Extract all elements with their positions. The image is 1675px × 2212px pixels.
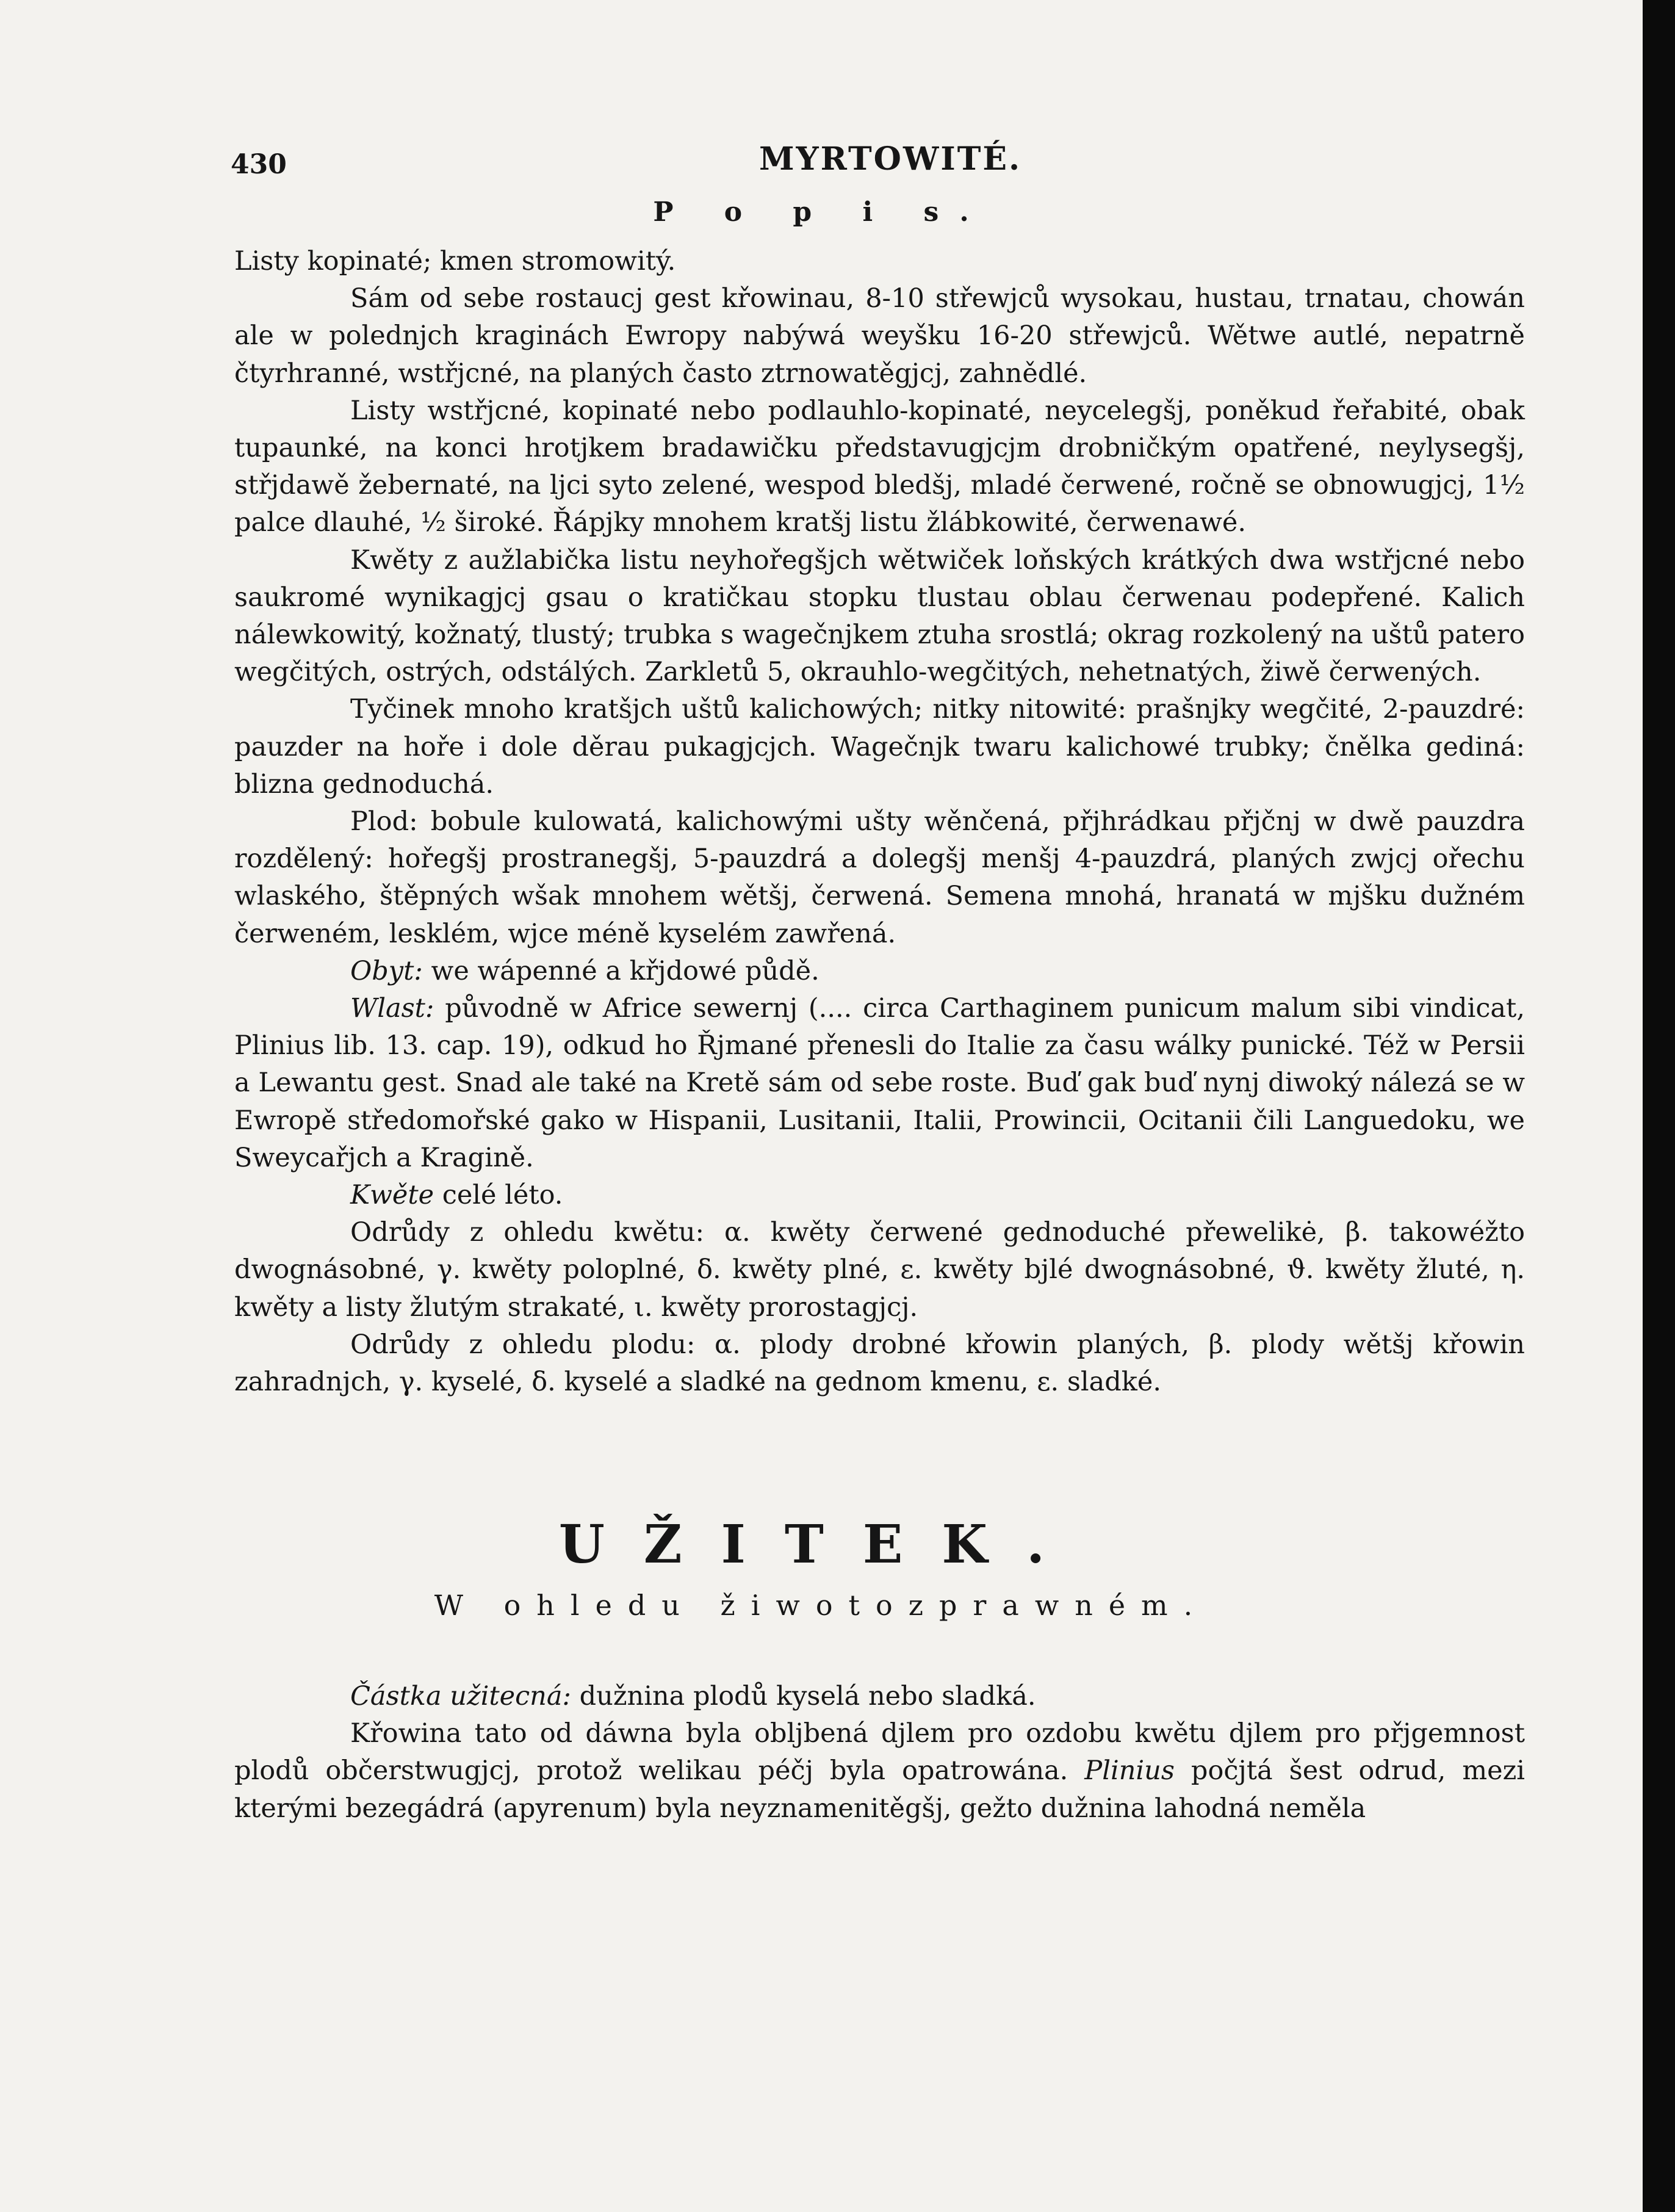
use-text <box>234 1678 1525 1827</box>
description-text <box>234 243 1525 1401</box>
paragraph-odrudy-kwetu: Odrůdy z ohledu kwětu: α. kwěty čerwené gednoduché přewelikė, β. takowéžto dwognásobné, γ. kwěty poloplné, δ. kwěty plné, ε. kwěty bjlé dwognásobné, ϑ. kwěty žluté, η. kwěty a listy žlutým strakaté, ι. kwěty prorostagjcj. <box>234 1217 1525 1323</box>
paragraph: Tyčinek mnoho kratšjch uštů kalichowých; nitky nitowité: prašnjky wegčité, 2-pauzdré: pauzder na hoře i dole děrau pukagjcjch. Wagečnjk twaru kalichowé trubky; čnělka gediná: blizna gednoduchá. <box>234 694 1525 800</box>
paragraph: Sám od sebe rostaucj gest křowinau, 8-10 střewjců wysokau, hustau, trnatau, chowán ale w polednjch kraginách Ewropy nabýwá weyšku 16-20 střewjců. Wětwe autlé, nepatrně čtyrhranné, wstřjcné, na planých často ztrnowatěgjcj, zahnědlé. <box>234 283 1525 389</box>
page-number: 430 <box>231 149 287 180</box>
section-subtitle: W ohledu žiwotozprawném. <box>434 1589 1209 1622</box>
paragraph-odrudy-plodu: Odrůdy z ohledu plodu: α. plody drobné křowin planých, β. plody wětšj křowin zahradnjch, γ. kyselé, δ. kyselé a sladké na gednom kmenu, ε. sladké. <box>234 1329 1525 1398</box>
kwete-label: Kwěte <box>350 1180 434 1211</box>
page-header <box>0 137 1643 186</box>
kwete-text: celé léto. <box>434 1180 563 1211</box>
paragraph: Kwěty z aužlabička listu neyhořegšjch wětwiček loňských krátkých dwa wstřjcné nebo saukromé wynikagjcj gsau o kratičkau stopku tlustau oblau čerwenau podepřené. Kalich nálewkowitý, kožnatý, tlustý; trubka s wagečnjkem ztuha srostlá; okrag rozkolený na uštů patero wegčitých, ostrých, odstálých. Zarkletů 5, okrauhlo-wegčitých, nehetnatých, žiwě čerwených. <box>234 544 1525 688</box>
paragraph-castka <box>234 1678 1525 1715</box>
paragraph-last <box>234 1715 1525 1827</box>
paragraph-wlast <box>234 990 1525 1177</box>
last-before: Křowina tato od dáwna byla oblјbená djlem pro ozdobu kwětu djlem pro přjgemnost plodů občerstwugjcj, protož welikau péčj byla opatrowána. <box>234 1718 1525 1787</box>
running-title: MYRTOWITÉ. <box>759 140 1022 178</box>
castka-text: dužnina plodů kyselá nebo sladká. <box>571 1681 1036 1711</box>
wlast-text: původně w Africe sewernj (.... circa Carthaginem punicum malum sibi vindicat, Plinius lib. 13. cap. 19), odkud ho Řjmané přenesli do Italie za času wálky punické. Též w Persii a Lewantu gest. Snad ale také na Kretě sám od sebe roste. Buď gak buď nynj diwoký nálezá se w Ewropě středomořské gako w Hispanii, Lusitanii, Italii, Prowincii, Ocitanii čili Languedoku, we Sweycařjch a Kragině. <box>234 993 1525 1173</box>
castka-label: Částka užitecná: <box>350 1681 571 1711</box>
last-italic: Plinius <box>1084 1755 1175 1787</box>
section-title-uzitek: UŽITEK. <box>558 1514 1084 1575</box>
paragraph-obyt <box>234 953 1525 990</box>
paragraph: Listy kopinaté; kmen stromowitý. <box>234 246 676 276</box>
obyt-text: we wápenné a křjdowé půdě. <box>422 955 819 986</box>
wlast-label: Wlast: <box>350 993 434 1024</box>
section-title-popis: P o p i s. <box>653 197 990 228</box>
paragraph: Listy wstřjcné, kopinaté nebo podlauhlo-kopinaté, neycelegšj, poněkud řeřabité, obak tupaunké, na konci hrotjkem bradawičku představugjcjm drobničkým opatřené, neylysegšj, střjdawě žebernaté, na ljci syto zelené, wespod bledšj, mladé čerwené, ročně se obnowugjcj, 1½ palce dlauhé, ½ široké. Řápjky mnohem kratšj listu žlábkowité, čerwenawé. <box>234 395 1525 538</box>
last-after: počjtá šest odrud, mezi kterými bezegádrá (apyrenum) byla neyznamenitěgšj, gežto dužnina lahodná neměla <box>234 1755 1525 1824</box>
paragraph-kwete <box>234 1177 1525 1214</box>
obyt-label: Obyt: <box>350 955 423 986</box>
paragraph: Plod: bobule kulowatá, kalichowými ušty wěnčená, přjhrádkau přjčnj w dwě pauzdra rozdělený: hořegšj prostranegšj, 5-pauzdrá a dolegšj menšj 4-pauzdrá, planých zwjcj ořechu wlaského, štěpných wšak mnohem wětšj, čerwená. Semena mnohá, hranatá w mjšku dužném čerweném, lesklém, wjce méně kyselém zawřená. <box>234 806 1525 949</box>
